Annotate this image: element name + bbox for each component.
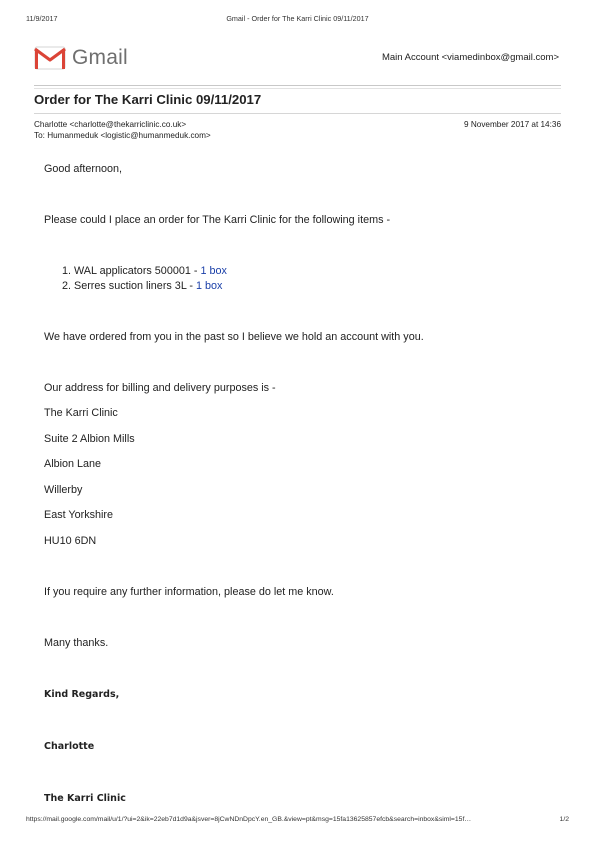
- address-line: East Yorkshire: [44, 509, 114, 521]
- list-item: [74, 264, 227, 279]
- account-note: We have ordered from you in the past so I believe we hold an account with you.: [44, 331, 424, 343]
- signoff: Kind Regards,: [44, 689, 120, 700]
- header-divider-secondary: [34, 88, 561, 89]
- signature-name: Charlotte: [44, 741, 95, 752]
- order-intro: Please could I place an order for The Karri Clinic for the following items -: [44, 214, 391, 226]
- print-header: [26, 14, 569, 26]
- item-quantity: 1 box: [200, 265, 227, 277]
- header-divider: [34, 85, 561, 86]
- address-line: Willerby: [44, 484, 83, 496]
- address-intro: Our address for billing and delivery purposes is -: [44, 382, 276, 394]
- item-quantity: 1 box: [196, 280, 223, 292]
- list-item: [74, 279, 227, 294]
- item-description: WAL applicators 500001 -: [74, 265, 201, 277]
- address-line: Suite 2 Albion Mills: [44, 433, 135, 445]
- email-subject: Order for The Karri Clinic 09/11/2017: [34, 92, 262, 107]
- page-number: 1/2: [559, 816, 569, 823]
- sender: Charlotte <charlotte@thekarriclinic.co.uk>: [34, 120, 187, 129]
- gmail-envelope-icon: [34, 46, 66, 70]
- print-date: 11/9/2017: [26, 14, 58, 23]
- order-items-list: [44, 264, 227, 294]
- signature-org: The Karri Clinic: [44, 793, 126, 804]
- address-line: Albion Lane: [44, 458, 102, 470]
- address-line: HU10 6DN: [44, 535, 97, 547]
- print-title: Gmail - Order for The Karri Clinic 09/11/2017: [226, 14, 369, 23]
- subject-divider: [34, 113, 561, 114]
- print-url: https://mail.google.com/mail/u/1/?ui=2&ik=22eb7d1d9a&jsver=8jCwNDnDpcY.en_GB.&view=pt&msg=15fa13625857efcb&search=inbox&siml=15f…: [26, 816, 472, 823]
- print-footer: [26, 816, 569, 828]
- gmail-wordmark: Gmail: [72, 46, 128, 69]
- thanks: Many thanks.: [44, 637, 109, 649]
- greeting: Good afternoon,: [44, 163, 123, 175]
- further-info: If you require any further information, please do let me know.: [44, 586, 334, 598]
- recipient: To: Humanmeduk <logistic@humanmeduk.com>: [34, 131, 211, 140]
- item-description: Serres suction liners 3L -: [74, 280, 197, 292]
- message-date: 9 November 2017 at 14:36: [464, 120, 561, 129]
- gmail-logo: [34, 45, 128, 71]
- account-label: Main Account <viamedinbox@gmail.com>: [381, 52, 559, 63]
- address-line: The Karri Clinic: [44, 407, 118, 419]
